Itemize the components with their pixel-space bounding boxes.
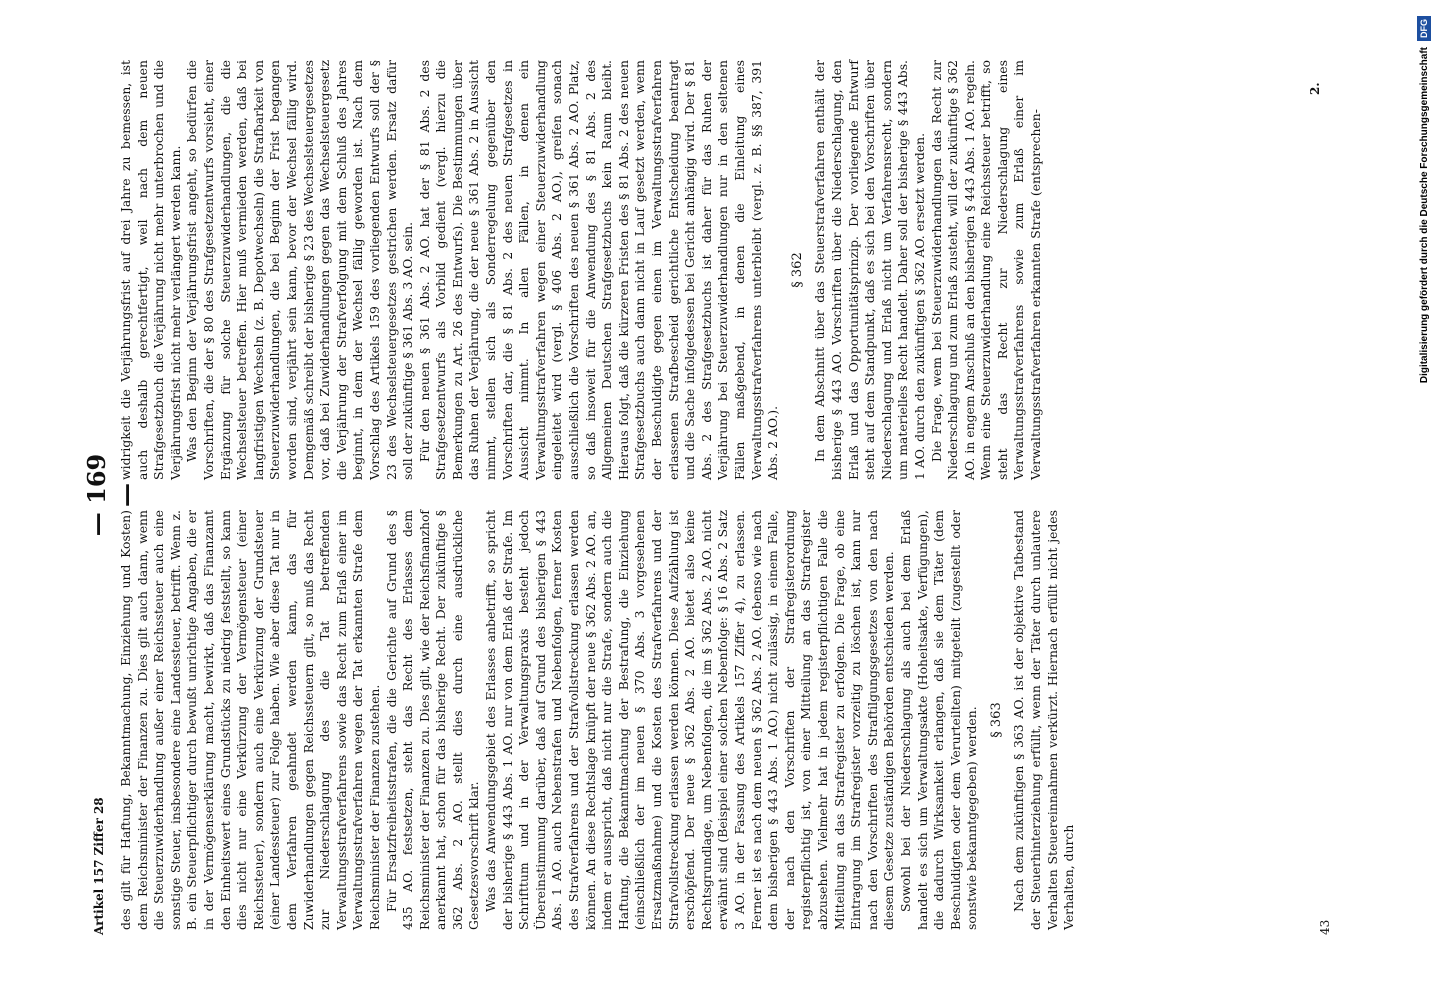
paragraph: In dem Abschnitt über das Steuerstrafverfahren enthält der bisherige § 443 AO. Vorschriften über die Niederschlagung, den Erlaß und das Opportunitätsprinzip. Der vorliegende Entwurf steht auf dem Standpunkt, daß es sich bei den Vorschriften über Niederschlagung und Erlaß nicht um Verfahrensrecht, sondern um materielles Recht handelt. Daher soll der bisherige § 443 Abs. 1 AO. durch den zukünftigen § 362 AO. ersetzt werden. [812, 60, 927, 480]
paragraph: Für Ersatzfreiheitsstrafen, die die Gerichte auf Grund des § 435 AO. festsetzen, steht das Recht des Erlasses dem Reichsminister der Finanzen zu. Dies gilt, wie der Reichsfinanzhof anerkannt hat, schon für das bisherige Recht. Der zukünftige § 362 Abs. 2 AO. stellt dies durch eine ausdrückliche Gesetzesvorschrift klar. [383, 510, 482, 930]
paragraph: des gilt für Haftung, Bekanntmachung, Einziehung und Kosten) dem Reichsminister der Finanzen zu. Dies gilt auch dann, wenn die Steuerzuwiderhandlung außer einer Reichssteuer auch eine sonstige Steuer, insbesondere eine Landessteuer, betrifft. Wenn z. B. ein Steuerpflichtiger durch bewußt unrichtige Angaben, die er in der Vermögenserklärung macht, bewirkt, daß das Finanzamt den Einheitswert eines Grundstücks zu niedrig feststellt, so kann dies nicht nur eine Verkürzung der Vermögensteuer (einer Reichssteuer), sondern auch eine Verkürzung der Grundsteuer (einer Landessteuer) zur Folge haben. Wie aber diese Tat nur in dem Verfahren geahndet werden kann, das für Zuwiderhandlungen gegen Reichssteuern gilt, so muß das Recht zur Niederschlagung des die Tat betreffenden Verwaltungsstrafverfahrens sowie das Recht zum Erlaß einer im Verwaltungsstrafverfahren wegen der Tat erkannten Strafe dem Reichsminister der Finanzen zustehen. [118, 510, 382, 930]
signature-mark: 43 [1318, 919, 1332, 935]
paragraph: Was das Anwendungsgebiet des Erlasses anbetrifft, so spricht der bisherige § 443 Abs. 1 AO. nur von dem Erlaß der Strafe. Im Schrifttum und in der Verwaltungspraxis besteht jedoch Übereinstimmung darüber, daß auf Grund des bisherigen § 443 Abs. 1 AO. auch Nebenstrafen und Nebenfolgen, ferner Kosten des Strafverfahrens und der Strafvollstreckung erlassen werden können. An diese Rechtslage knüpft der neue § 362 Abs. 2 AO. an, indem er ausspricht, daß nicht nur die Strafe, sondern auch die Haftung, die Bekanntmachung der Bestrafung, die Einziehung (einschließlich der im neuen § 370 Abs. 3 vorgesehenen Ersatzmaßnahme) und die Kosten des Strafverfahrens und der Strafvollstreckung erlassen werden können. Diese Aufzählung ist erschöpfend. Der neue § 362 Abs. 2 AO. bietet also keine Rechtsgrundlage, um Nebenfolgen, die im § 362 Abs. 2 AO. nicht erwähnt sind (Beispiel einer solchen Nebenfolge: § 16 Abs. 2 Satz 3 AO. in der Fassung des Artikels 157 Ziffer 4), zu erlassen. Ferner ist es nach dem neuen § 362 Abs. 2 AO. (ebenso wie nach dem bisherigen § 443 Abs. 1 AO.) nicht zulässig, in einem Falle, der nach den Vorschriften der Strafregisterordnung registerpflichtig ist, von einer Mitteilung an das Strafregister abzusehen. Vielmehr hat in jedem registerpflichtigen Falle die Mitteilung an das Strafregister zu erfolgen. Die Frage, ob eine Eintragung im Strafregister vorzeitig zu löschen ist, kann nur nach den Vorschriften des Straftilgungsgesetzes von den nach diesem Gesetze zuständigen Behörden entschieden werden. [483, 510, 897, 930]
page-number: — 169 — [82, 453, 140, 537]
dfg-sidebar [1416, 6, 1432, 986]
paragraph: Die Frage, wem bei Steuerzuwiderhandlungen das Recht zur Niederschlagung und zum Erlaß zusteht, will der zukünftige § 362 AO. in engem Anschluß an den bisherigen § 443 Abs. 1 AO. regeln. Wenn eine Steuerzuwiderhandlung eine Reichssteuer betrifft, so steht das Recht zur Niederschlagung eines Verwaltungsstrafverfahrens sowie zum Erlaß einer im Verwaltungsstrafverfahren erkannten Strafe (entsprechen- [928, 60, 1044, 480]
section-heading: § 362 [789, 252, 805, 288]
column-right [118, 510, 1078, 930]
paragraph: Sowohl bei der Niederschlagung als auch bei dem Erlaß handelt es sich um Verwaltungsakte (Hoheitsakte, Verfügungen), die dadurch Wirksamkeit erlangen, daß sie dem Täter (dem Beschuldigten oder dem Verurteilten) mitgeteilt (zugestellt oder sonstwie bekanntgegeben) werden. [897, 510, 980, 930]
dfg-logo: DFG [1417, 16, 1431, 41]
paragraph: Für den neuen § 361 Abs. 2 AO. hat der § 81 Abs. 2 des Strafgesetzentwurfs als Vorbild gedient (vergl. hierzu die Bemerkungen zu Art. 26 des Entwurfs). Die Bestimmungen über das Ruhen der Verjährung, die der neue § 361 Abs. 2 in Aussicht nimmt, stellen sich als Sonderregelung gegenüber den Vorschriften dar, die § 81 Abs. 2 des neuen Strafgesetzes in Aussicht nimmt. In allen Fällen, in denen ein Verwaltungsstrafverfahren wegen einer Steuerzuwiderhandlung eingeleitet wird (vergl. § 406 Abs. 2 AO.), greifen sonach ausschließlich die Vorschriften des neuen § 361 Abs. 2 AO. Platz, so daß insoweit für die Anwendung des § 81 Abs. 2 des Allgemeinen Deutschen Strafgesetzbuchs kein Raum bleibt. Hieraus folgt, daß die kürzeren Fristen des § 81 Abs. 2 des neuen Strafgesetzbuchs auch dann nicht in Lauf gesetzt werden, wenn der Beschuldigte gegen einen im Verwaltungsstrafverfahren erlassenen Strafbescheid gerichtliche Entscheidung beantragt und die Sache infolgedessen bei Gericht anhängig wird. Der § 81 Abs. 2 des Strafgesetzbuchs ist daher für das Ruhen der Verjährung bei Steuerzuwiderhandlungen nur in den seltenen Fällen maßgebend, in denen die Einleitung eines Verwaltungsstrafverfahrens unterbleibt (vergl. z. B. §§ 387, 391 Abs. 2 AO.). [416, 60, 781, 480]
section-heading: § 363 [988, 702, 1004, 738]
paragraph: Was den Beginn der Verjährungsfrist angeht, so bedürfen die Vorschriften, die der § 80 des Strafgesetzentwurfs vorsieht, einer Ergänzung für solche Steuerzuwiderhandlungen, die die Wechselsteuer betreffen. Hier muß vermieden werden, daß bei langfristigen Wechseln (z. B. Depotwechseln) die Strafbarkeit von Steuerzuwiderhandlungen, die bei Beginn der Frist begangen worden sind, verjährt sein kann, bevor der Wechsel fällig wird. Demgemäß schreibt der bisherige § 23 des Wechselsteuergesetzes vor, daß bei Zuwiderhandlungen gegen das Wechselsteuergesetz die Verjährung der Strafverfolgung mit dem Schluß des Jahres beginnt, in dem der Wechsel fällig geworden ist. Nach dem Vorschlag des Artikels 159 des vorliegenden Entwurfs soll der § 23 des Wechselsteuergesetzes gestrichen werden. Ersatz dafür soll der zukünftige § 361 Abs. 3 AO. sein. [184, 60, 416, 480]
paragraph: widrigkeit die Verjährungsfrist auf drei Jahre zu bemessen, ist auch deshalb gerechtfertigt, weil nach dem neuen Strafgesetzbuch die Verjährung nicht mehr unterbrochen und die Verjährungsfrist nicht mehr verlängert werden kann. [118, 60, 183, 480]
paragraph: Nach dem zukünftigen § 363 AO. ist der objektive Tatbestand der Steuerhinterziehung erfüllt, wenn der Täter durch unlautere Verhalten Steuereinnahmen verkürzt. Hiernach erfüllt nicht jedes Verhalten, durch [1011, 510, 1077, 930]
dfg-credit-text: Digitalisierung gefördert durch die Deutsche Forschungsgemeinschaft [1418, 47, 1430, 384]
sheet-mark: 2. [1308, 82, 1322, 95]
dfg-credit-line [1416, 16, 1432, 996]
article-reference: Artikel 157 Ziffer 28 [92, 797, 106, 935]
column-left [118, 60, 1045, 480]
